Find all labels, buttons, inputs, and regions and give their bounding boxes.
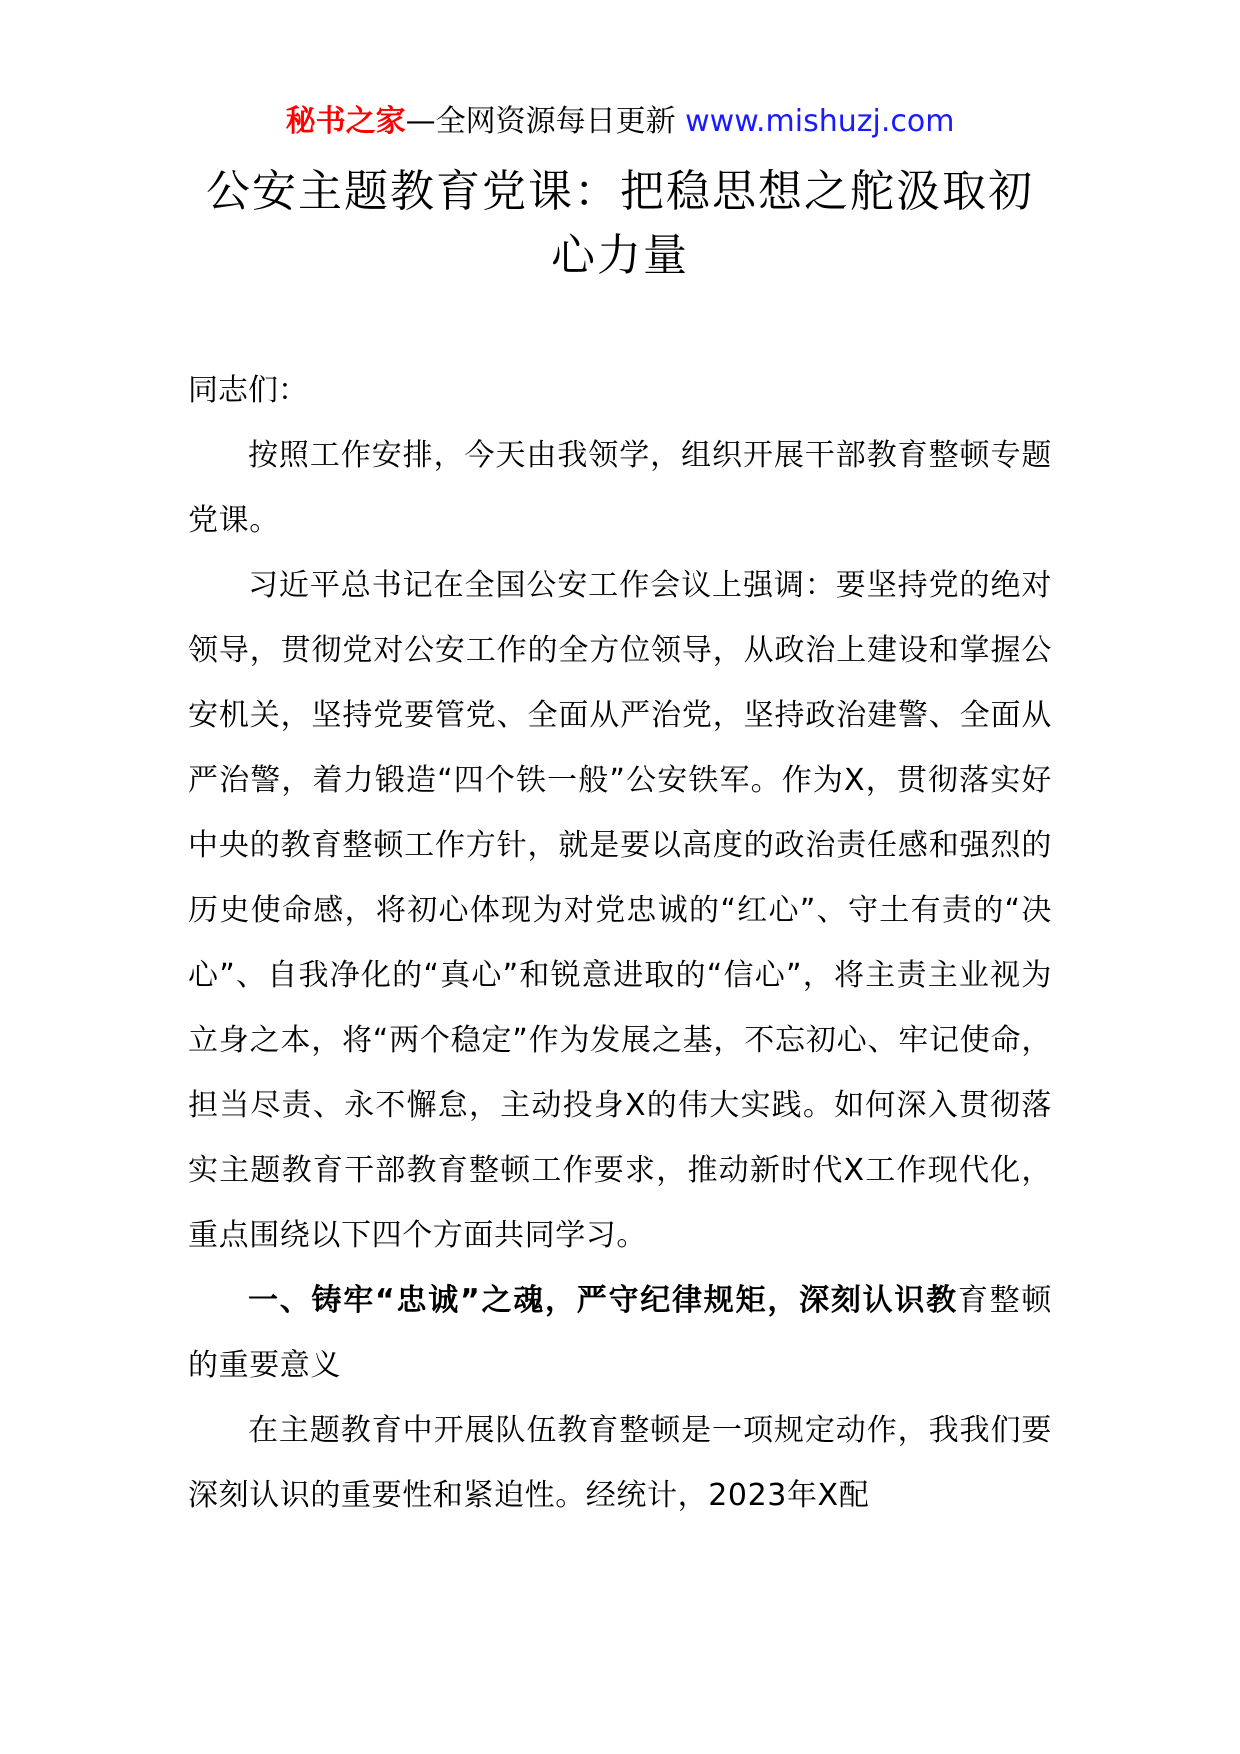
- document-body: [188, 358, 1052, 1528]
- section-heading: [188, 1268, 1052, 1398]
- section-heading-bold: 一、铸牢“忠诚”之魂，严守纪律规矩，深刻认识教: [248, 1283, 958, 1318]
- site-header: [0, 100, 1240, 144]
- section-paragraph: 在主题教育中开展队伍教育整顿是一项规定动作，我我们要深刻认识的重要性和紧迫性。经统计，2023年X配: [188, 1413, 1052, 1513]
- brand-name: 秘书之家: [285, 104, 406, 139]
- paragraph-intro: 按照工作安排，今天由我领学，组织开展干部教育整顿专题党课。: [188, 438, 1052, 538]
- salutation: 同志们：: [188, 373, 308, 408]
- document-title: 公安主题教育党课：把稳思想之舵汲取初心力量: [206, 166, 1034, 281]
- paragraph-main: 习近平总书记在全国公安工作会议上强调：要坚持党的绝对领导，贯彻党对公安工作的全方位领导，从政治上建设和掌握公安机关，坚持党要管党、全面从严治党，坚持政治建警、全面从严治警，着力锻造“四个铁一般”公安铁军。作为X，贯彻落实好中央的教育整顿工作方针，就是要以高度的政治责任感和强烈的历史使命感，将初心体现为对党忠诚的“红心”、守土有责的“决心”、自我净化的“真心”和锐意进取的“信心”，将主责主业视为立身之本，将“两个稳定”作为发展之基，不忘初心、牢记使命，担当尽责、永不懈怠，主动投身X的伟大实践。如何深入贯彻落实主题教育干部教育整顿工作要求，推动新时代X工作现代化，重点围绕以下四个方面共同学习。: [188, 568, 1052, 1253]
- section-heading-rest: 育整顿的重要意义: [188, 1283, 1052, 1383]
- site-url-link[interactable]: www.mishuzj.com: [685, 104, 955, 139]
- header-tagline: —全网资源每日更新: [405, 104, 676, 139]
